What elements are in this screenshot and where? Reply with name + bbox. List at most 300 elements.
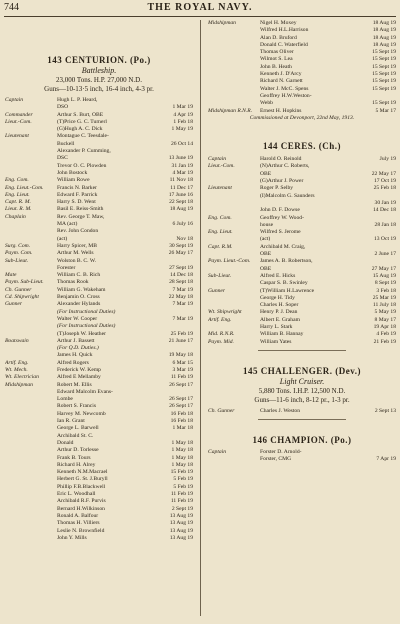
- officer-name: Forester: [57, 264, 76, 271]
- seniority-date: 3 Feb 18: [376, 287, 396, 294]
- officer-name: Alexander P. Cumming,: [57, 148, 111, 155]
- officer-name: George H. Tidy: [260, 294, 295, 301]
- officer-row: [5, 469, 193, 476]
- seniority-date: 4 Mar 19: [172, 169, 193, 176]
- officer-rank: Commander: [5, 111, 33, 118]
- officer-row: [5, 236, 193, 243]
- officer-name: [260, 200, 366, 207]
- seniority-date: 17 June 16: [168, 191, 193, 198]
- officer-row: [208, 27, 396, 34]
- officer-name: John Y. Mills: [57, 534, 87, 541]
- seniority-date: 30 Jan 19: [374, 199, 396, 206]
- officer-rank: [5, 352, 57, 359]
- officer-row: [5, 345, 193, 352]
- officer-row: [5, 491, 193, 498]
- officer-rank: [5, 447, 57, 454]
- officer-rank: [5, 221, 57, 228]
- officer-row: [208, 244, 396, 251]
- seniority-date: 19 May 18: [168, 352, 193, 359]
- officer-name: (T)William H.Lawrence: [260, 287, 315, 294]
- officer-row: [5, 382, 193, 389]
- seniority-date: 22 May 18: [168, 294, 193, 301]
- seniority-date: 13 Aug 19: [169, 512, 193, 519]
- seniority-date: 7 Mar 19: [172, 301, 193, 308]
- seniority-date: 15 Sept 19: [372, 63, 396, 70]
- officer-row: [208, 295, 396, 302]
- seniority-date: 13 Aug 19: [169, 534, 193, 541]
- officer-rank: Artif. Eng.: [208, 316, 232, 323]
- officer-rank: [5, 520, 57, 527]
- officer-row: [5, 316, 193, 323]
- officer-rank: Ch. Gunner: [5, 286, 32, 293]
- seniority-date: 17 Oct 19: [373, 178, 396, 185]
- officer-row: [5, 396, 193, 403]
- officer-list-challenger: [208, 408, 396, 415]
- officer-rank: [5, 345, 57, 352]
- seniority-date: 1 Mar 19: [172, 104, 193, 111]
- officer-rank: Wt. Mech.: [5, 366, 28, 373]
- officer-row: [208, 331, 396, 338]
- officer-rank: [208, 93, 260, 100]
- seniority-date: [366, 215, 396, 222]
- right-column: [208, 20, 396, 464]
- seniority-date: 11 July 18: [372, 302, 396, 309]
- officer-rank: [208, 324, 260, 331]
- officer-name: Frederick W. Kemp: [57, 366, 101, 373]
- seniority-date: 18 Aug 19: [169, 206, 193, 213]
- officer-name: Charles H. Soper: [260, 302, 299, 309]
- seniority-date: [366, 449, 396, 456]
- section-rule: [258, 350, 346, 351]
- officer-rank: Captain: [208, 449, 227, 456]
- officer-name: Eric L. Woodhall: [57, 491, 96, 498]
- officer-rank: [208, 193, 260, 200]
- officer-name: William G. Wakeham: [57, 286, 106, 293]
- seniority-date: 27 Sept 19: [169, 264, 193, 271]
- officer-rank: [208, 86, 260, 93]
- seniority-date: 15 Aug 19: [372, 272, 396, 279]
- officer-name: (T)Joseph W. Heather: [57, 330, 106, 337]
- officer-rank: [5, 455, 57, 462]
- officer-row: [5, 447, 193, 454]
- seniority-date: 11 Nov 18: [169, 177, 193, 184]
- officer-rank: [5, 389, 57, 396]
- officer-rank: [208, 100, 260, 107]
- officer-row: [208, 251, 396, 258]
- officer-list-ceres: [208, 156, 396, 346]
- seniority-date: 26 Sept 17: [169, 381, 193, 388]
- seniority-date: 26 Sept 17: [169, 403, 193, 410]
- officer-rank: [5, 126, 57, 133]
- officer-name: Forster, CMG: [260, 456, 292, 463]
- officer-rank: [208, 302, 260, 309]
- officer-name: Nigel H. Moxey: [260, 20, 297, 26]
- officer-name: (For Q.D. Duties.): [57, 345, 99, 352]
- seniority-date: 1 May 18: [171, 439, 193, 446]
- officer-name: Donald C. Waterfield: [260, 41, 308, 48]
- officer-row: [5, 520, 193, 527]
- officer-rank: [5, 491, 57, 498]
- seniority-date: 11 Feb 19: [170, 491, 193, 498]
- officer-name: Leslie N. Brownfield: [57, 527, 105, 534]
- officer-rank: [5, 506, 57, 513]
- seniority-date: 11 Feb 19: [170, 498, 193, 505]
- officer-rank: [5, 265, 57, 272]
- officer-row: [208, 258, 396, 265]
- officer-rank: [5, 155, 57, 162]
- officer-name: Harold O. Reinold: [260, 156, 302, 163]
- officer-name: Arthur J. Bassett: [57, 337, 95, 344]
- officer-name: Harry L. Stark: [260, 323, 293, 330]
- officer-row: [5, 185, 193, 192]
- seniority-date: 8 May 17: [374, 316, 396, 323]
- officer-rank: [5, 484, 57, 491]
- officer-name: Edward F. Parrick: [57, 191, 98, 198]
- seniority-date: 5 May 19: [374, 309, 396, 316]
- seniority-date: July 19: [379, 156, 396, 163]
- officer-rank: Gunner: [5, 301, 23, 308]
- officer-name: MA (act): [57, 221, 78, 228]
- officer-rank: [208, 178, 260, 185]
- officer-rank: [5, 513, 57, 520]
- officer-rank: [5, 331, 57, 338]
- officer-row: [5, 528, 193, 535]
- officer-row: [5, 287, 193, 294]
- seniority-date: 18 Aug 19: [372, 20, 396, 26]
- officer-row: [208, 280, 396, 287]
- officer-name: Archibald St. C.: [57, 432, 94, 439]
- officer-name: Harry Spicer, MB: [57, 242, 98, 249]
- officer-name: Ian R. Grant: [57, 418, 85, 425]
- officer-name: Arthur S. Burt, OBE: [57, 111, 104, 118]
- officer-rank: [208, 49, 260, 56]
- officer-row: [208, 456, 396, 463]
- seniority-date: 1 May 18: [171, 454, 193, 461]
- officer-name: Archibald R.F. Purvis: [57, 498, 106, 505]
- officer-rank: [208, 64, 260, 71]
- officer-row: [5, 148, 193, 155]
- officer-row: [5, 389, 193, 396]
- officer-name: Hugh L. P. Heard,: [57, 97, 98, 103]
- left-column: [5, 20, 193, 542]
- officer-name: William Rowe: [57, 177, 90, 184]
- officer-row: [5, 323, 193, 330]
- seniority-date: Nov 18: [176, 235, 193, 242]
- officer-rank: Artif. Eng.: [5, 359, 29, 366]
- officer-rank: Cd. Shipwright: [5, 294, 39, 301]
- officer-rank: Paym. Sub-Lieut.: [5, 279, 44, 286]
- officer-row: [5, 506, 193, 513]
- seniority-date: 25 Feb 18: [373, 185, 396, 192]
- officer-rank: [5, 462, 57, 469]
- officer-row: [208, 288, 396, 295]
- officer-name: Rev. John Condon: [57, 228, 99, 235]
- officer-row: [208, 193, 396, 200]
- seniority-date: [163, 258, 193, 265]
- officer-row: [208, 35, 396, 42]
- commissioned-note: Commissioned at Devonport, 22nd May, 1913.: [249, 114, 355, 121]
- seniority-date: 1 Feb 18: [173, 118, 193, 125]
- officer-rank: [208, 71, 260, 78]
- officer-name: Buckell: [57, 140, 75, 147]
- seniority-date: 5 Mar 17: [375, 107, 396, 114]
- officer-name: Roger P. Selby: [260, 185, 294, 192]
- officer-rank: [208, 78, 260, 85]
- officer-rank: [208, 251, 260, 258]
- officer-row: [208, 49, 396, 56]
- officer-rank: [5, 104, 57, 111]
- officer-name: Ronald A. Balfour: [57, 512, 99, 519]
- officer-rank: [208, 56, 260, 63]
- officer-row: [208, 207, 396, 214]
- seniority-date: 7 Mar 19: [172, 315, 193, 322]
- officer-rank: [5, 425, 57, 432]
- seniority-date: 6 July 16: [172, 221, 193, 228]
- officer-row: [208, 229, 396, 236]
- seniority-date: 14 Dec 18: [373, 207, 396, 214]
- officer-name: Robert S. Francis: [57, 403, 96, 410]
- officer-name: Benjamin O. Cross: [57, 294, 100, 301]
- officer-row: [208, 222, 396, 229]
- officer-row: [5, 155, 193, 162]
- officer-name: (G)Hugh A. C. Dick: [57, 126, 103, 133]
- officer-name: Arthur M. Wells: [57, 250, 94, 257]
- seniority-date: 15 Sept 19: [372, 71, 396, 78]
- officer-name: (N)Arthur C. Roberts,: [260, 163, 310, 170]
- seniority-date: [366, 258, 396, 265]
- officer-rank: [208, 236, 260, 243]
- seniority-date: 15 Sept 19: [372, 49, 396, 56]
- officer-rank: [208, 456, 260, 463]
- officer-name: Alfred Rogers: [57, 359, 89, 366]
- officer-rank: Paym. Mid.: [208, 338, 234, 345]
- officer-row: [208, 163, 396, 170]
- officer-rank: [5, 440, 57, 447]
- officer-rank: Midshipman R.N.R.: [208, 107, 253, 114]
- officer-rank: [5, 418, 57, 425]
- officer-rank: [5, 163, 57, 170]
- officer-name: Walter W. Cooper: [57, 315, 98, 322]
- seniority-date: [163, 97, 193, 104]
- seniority-date: 5 Feb 19: [173, 483, 193, 490]
- officer-rank: [5, 411, 57, 418]
- officer-rank: [5, 396, 57, 403]
- officer-row: [5, 309, 193, 316]
- seniority-date: 18 Aug 19: [372, 34, 396, 41]
- seniority-date: 21 Feb 19: [373, 338, 396, 345]
- officer-name: OBE: [260, 265, 272, 272]
- officer-row: [5, 418, 193, 425]
- officer-name: Donald: [57, 439, 74, 446]
- ship-heading-champion: 146 CHAMPION. (Po.): [252, 435, 352, 446]
- seniority-date: 18 Aug 19: [372, 27, 396, 34]
- officer-name: Ernest H. Hopkins: [260, 107, 302, 114]
- officer-name: William B. Hannay: [260, 331, 304, 338]
- officer-row: [5, 265, 193, 272]
- officer-name: Geoffrey W. Wood-: [260, 214, 304, 221]
- officer-row: [5, 192, 193, 199]
- officer-name: Bernard H.Wilkinson: [57, 505, 105, 512]
- ship-heading-challenger: 145 CHALLENGER. (Dev.): [242, 365, 361, 376]
- officer-rank: [208, 295, 260, 302]
- ship-guns: Guns—10-13·5 inch, 16-4 inch, 4-3 pr.: [44, 85, 154, 93]
- seniority-date: 25 Mar 19: [372, 294, 396, 301]
- officer-row: [5, 403, 193, 410]
- seniority-date: 25 Feb 19: [170, 330, 193, 337]
- seniority-date: [366, 193, 396, 200]
- officer-row: [208, 64, 396, 71]
- officer-name: Phillip F.B.Blackwell: [57, 483, 106, 490]
- page-number: 744: [4, 2, 19, 13]
- officer-rank: [5, 528, 57, 535]
- running-title: THE ROYAL NAVY.: [147, 2, 253, 13]
- officer-row: [5, 126, 193, 133]
- section-rule: [258, 419, 346, 420]
- officer-row: [208, 171, 396, 178]
- ship-heading-ceres: 144 CERES. (Ch.): [262, 141, 341, 152]
- seniority-date: [366, 163, 396, 170]
- seniority-date: [163, 148, 193, 155]
- officer-name: Alfred E Mellamby: [57, 374, 101, 381]
- seniority-date: 1 May 18: [171, 461, 193, 468]
- officer-name: DSC: [57, 155, 68, 162]
- seniority-date: [366, 229, 396, 236]
- officer-name: Forster D. Arnold-: [260, 449, 302, 456]
- officer-row: [5, 301, 193, 308]
- seniority-date: [163, 133, 193, 140]
- seniority-date: [366, 93, 396, 100]
- officer-name: Caspar S. B. Swinley: [260, 280, 308, 287]
- officer-name: (G)Arthur J. Power: [260, 178, 304, 185]
- officer-rank: Gunner: [208, 287, 226, 294]
- officer-rank: [5, 498, 57, 505]
- officer-rank: Mate: [5, 272, 17, 279]
- officer-name: George L. Barwell: [57, 425, 99, 432]
- seniority-date: [366, 244, 396, 251]
- officer-rank: [208, 42, 260, 49]
- seniority-date: 26 Oct 14: [170, 140, 193, 147]
- officer-list-centurion-cont: [208, 20, 396, 115]
- officer-rank: Eng. Com.: [5, 177, 29, 184]
- officer-name: house: [260, 221, 274, 228]
- officer-name: Henry P. J. Dean: [260, 309, 298, 316]
- officer-name: Wolston B. C. W.: [57, 257, 97, 264]
- seniority-date: 26 Sept 17: [169, 396, 193, 403]
- seniority-date: 7 Apr 19: [376, 456, 396, 463]
- officer-name: Robert M. Ellis: [57, 381, 92, 388]
- officer-name: William Yates: [260, 338, 292, 345]
- officer-row: [5, 206, 193, 213]
- officer-rank: Lieutenant: [5, 133, 29, 140]
- ship-class: Battleship.: [81, 66, 117, 75]
- officer-name: John D. F. Dowse: [260, 207, 300, 214]
- seniority-date: 21 June 17: [168, 337, 193, 344]
- officer-rank: Chaplain: [5, 213, 26, 220]
- officer-name: Thomas Oliver: [260, 49, 294, 56]
- officer-row: [5, 243, 193, 250]
- officer-row: [5, 513, 193, 520]
- officer-name: (For Instructional Duties): [57, 308, 116, 315]
- seniority-date: 13 Aug 19: [169, 520, 193, 527]
- officer-rank: [5, 433, 57, 440]
- officer-rank: [208, 27, 260, 34]
- seniority-date: 27 May 17: [371, 265, 396, 272]
- officer-name: Thomas Rook: [57, 279, 89, 286]
- officer-rank: Eng. Lieut.: [208, 229, 233, 236]
- seniority-date: 4 Apr 19: [173, 111, 193, 118]
- seniority-date: 1 May 18: [171, 447, 193, 454]
- officer-row: [208, 156, 396, 163]
- officer-row: [208, 273, 396, 280]
- seniority-date: 30 Sept 19: [169, 242, 193, 249]
- officer-row: [208, 78, 396, 85]
- officer-row: [208, 408, 396, 415]
- seniority-date: 13 Aug 19: [169, 527, 193, 534]
- seniority-date: 4 Feb 19: [376, 331, 396, 338]
- officer-name: Rev. George T. Maw,: [57, 213, 105, 220]
- officer-name: (T)Price G. C. Turnerl: [57, 118, 107, 125]
- officer-row: [208, 309, 396, 316]
- officer-name: John Bostock: [57, 169, 88, 176]
- officer-rank: [208, 35, 260, 42]
- officer-rank: [208, 207, 260, 214]
- officer-row: [208, 324, 396, 331]
- officer-rank: Capt. R. M.: [5, 199, 31, 206]
- seniority-date: 18 Aug 19: [372, 41, 396, 48]
- officer-name: John B. Heath: [260, 63, 292, 70]
- ship-specs-challenger: 5,880 Tons. I.H.P. 12,500 N.D.: [258, 386, 346, 395]
- page-header: [4, 2, 396, 16]
- officer-name: Lombe: [57, 396, 73, 403]
- officer-name: Kenneth J. D'Arcy: [260, 71, 302, 78]
- officer-row: [208, 339, 396, 346]
- officer-rank: [5, 170, 57, 177]
- officer-row: [5, 360, 193, 367]
- seniority-date: 22 May 17: [371, 170, 396, 177]
- officer-row: [5, 163, 193, 170]
- ship-specs: 23,000 Tons. H.P. 27,000 N.D.: [56, 76, 142, 84]
- officer-row: [208, 215, 396, 222]
- officer-rank: [5, 469, 57, 476]
- officer-rank: [208, 200, 260, 207]
- seniority-date: [163, 345, 193, 352]
- officer-row: [5, 462, 193, 469]
- officer-row: [208, 20, 396, 27]
- officer-name: Wilfred S. Jerome: [260, 229, 301, 236]
- officer-rank: Captain: [208, 156, 227, 163]
- ship-heading-centurion: 143 CENTURION. (Po.): [47, 55, 151, 65]
- officer-row: [5, 294, 193, 301]
- officer-name: Wilfred H.L.Harrison: [260, 27, 309, 34]
- officer-rank: [5, 476, 57, 483]
- seniority-date: 15 Sept 19: [372, 78, 396, 85]
- officer-name: (For Instructional Duties): [57, 323, 116, 330]
- officer-rank: [5, 403, 57, 410]
- officer-rank: Eng. Com.: [208, 214, 232, 221]
- seniority-date: 28 Sept 18: [169, 279, 193, 286]
- officer-name: DSO: [57, 104, 69, 111]
- officer-rank: Midshipman: [5, 381, 33, 388]
- officer-row: [5, 250, 193, 257]
- seniority-date: 14 Dec 18: [170, 272, 193, 279]
- officer-row: [208, 86, 396, 93]
- officer-rank: Paym. Lieut.-Com.: [208, 258, 251, 265]
- seniority-date: 15 Sept 19: [372, 100, 396, 107]
- seniority-date: [163, 433, 193, 440]
- officer-row: [5, 535, 193, 542]
- officer-rank: [5, 309, 57, 316]
- officer-name: OBE: [260, 251, 272, 258]
